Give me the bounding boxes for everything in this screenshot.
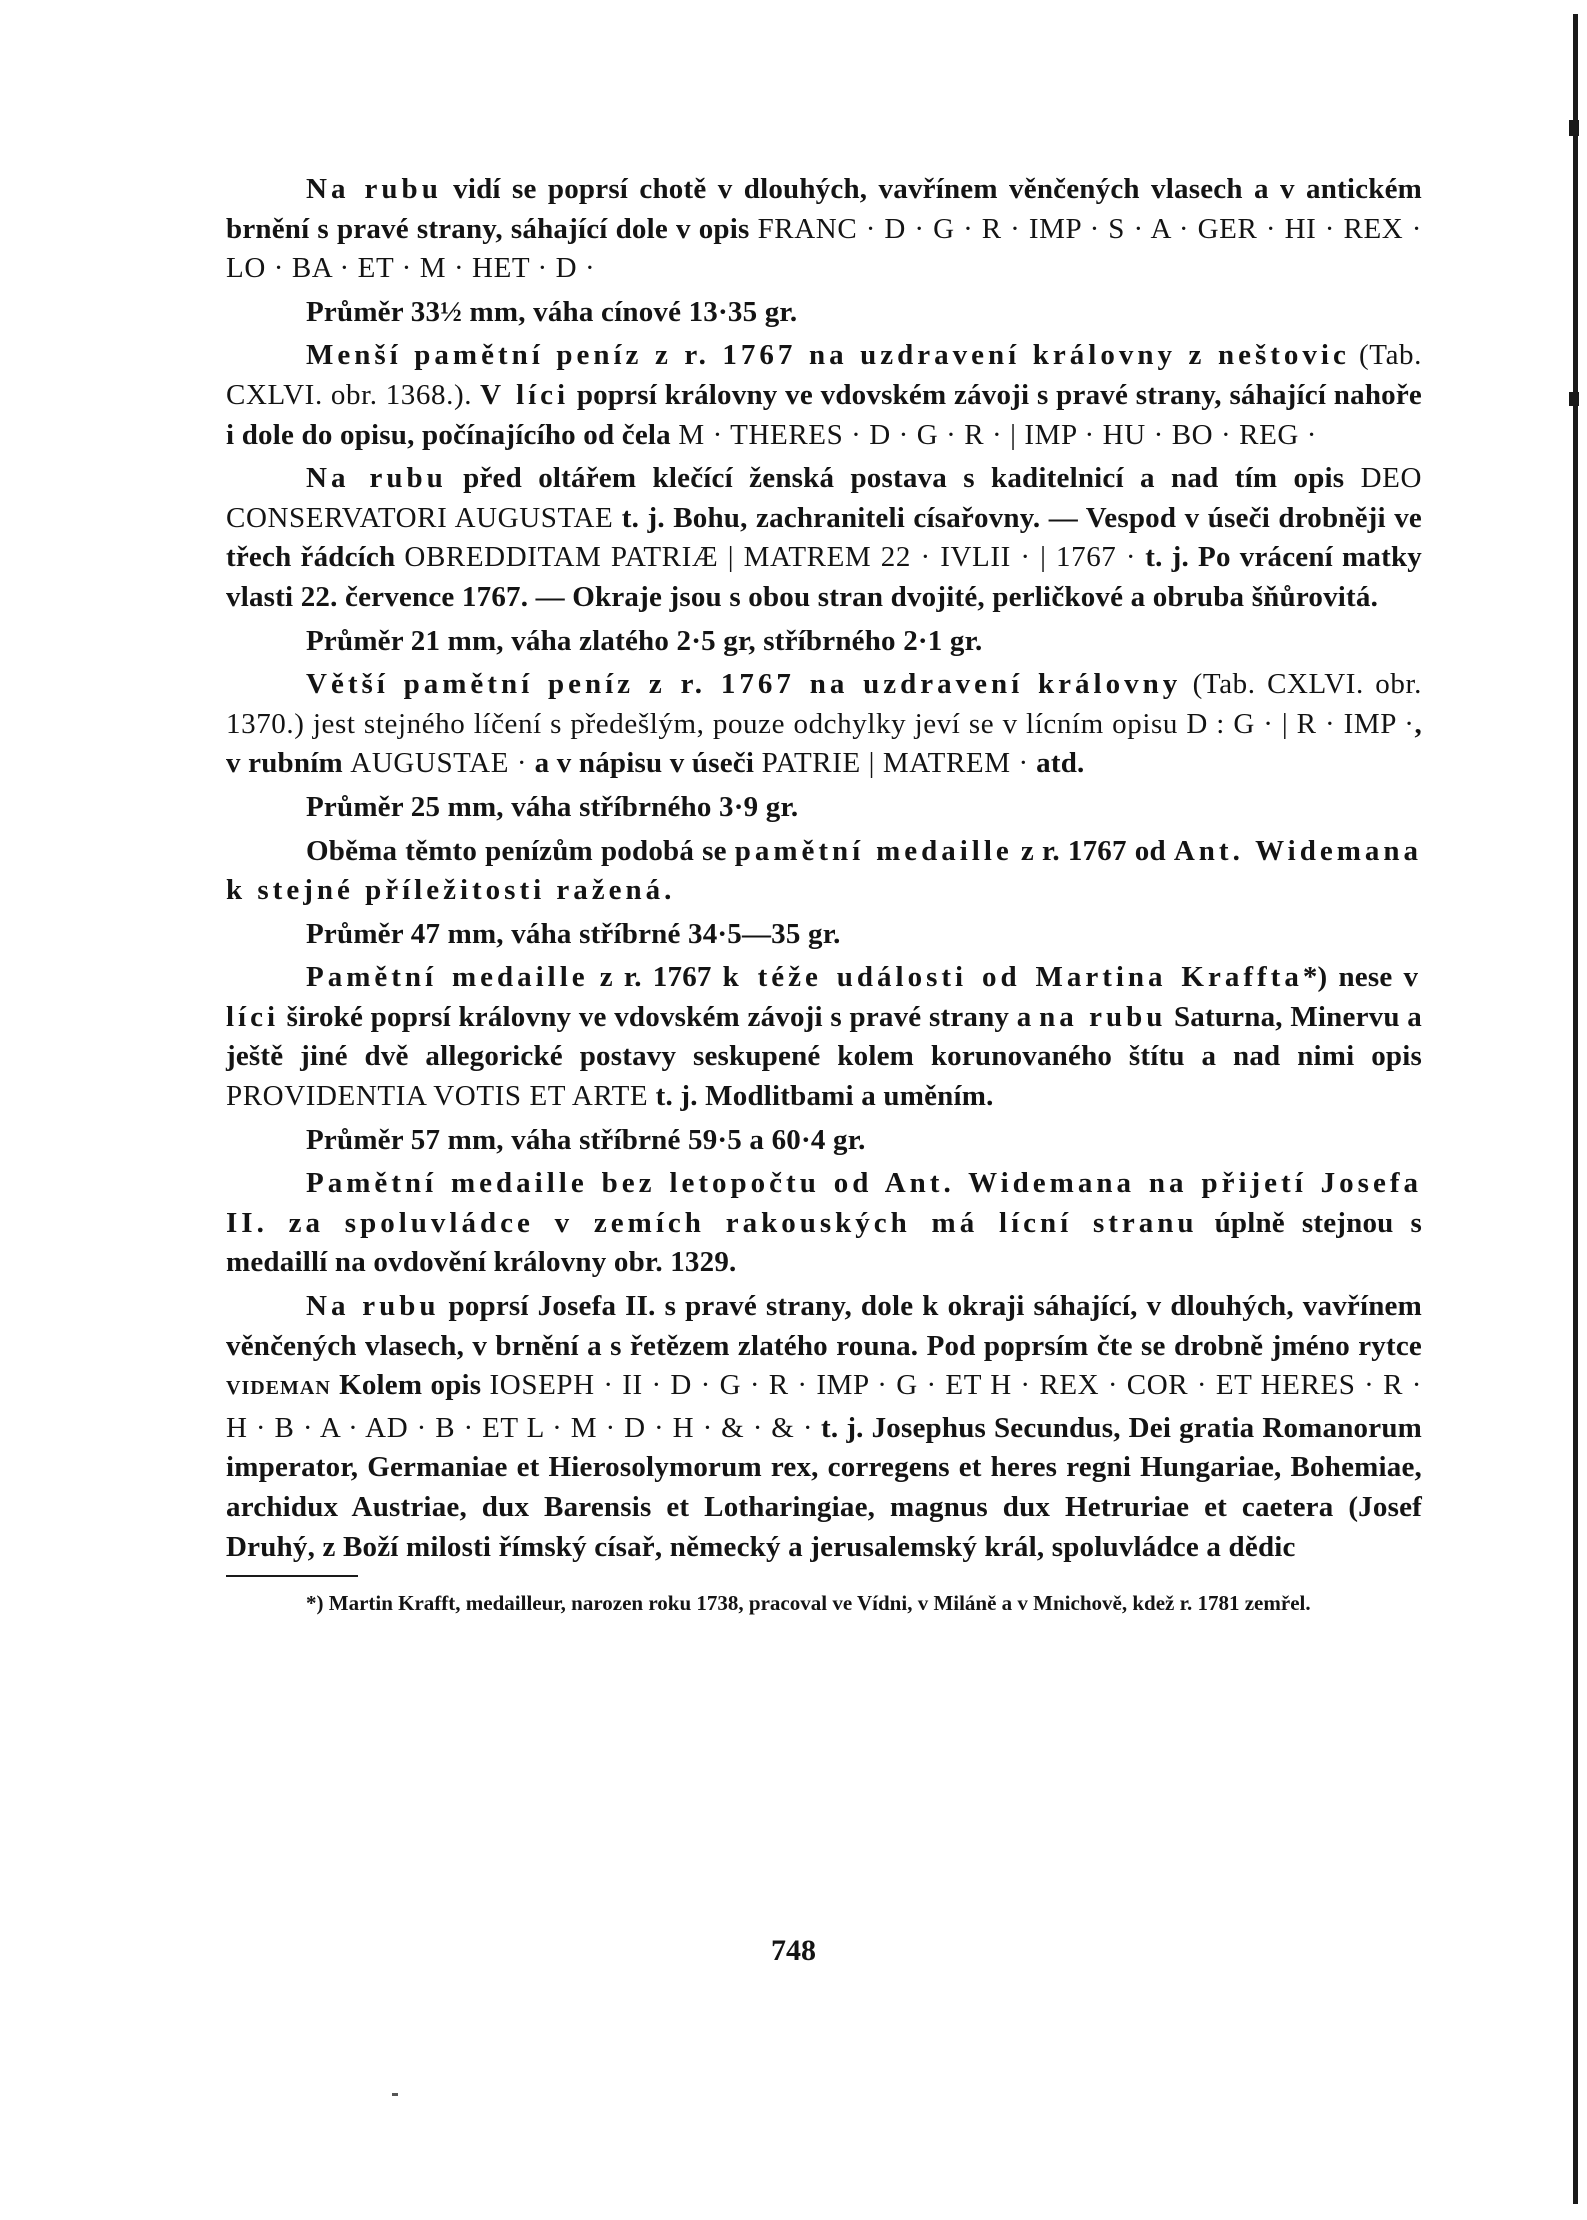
spaced-lead: na rubu [1039, 1000, 1167, 1033]
spaced-lead: Menší pamětní peníz z r. 1767 na uzdravení královny z neštovic [306, 339, 1350, 372]
paragraph-text: úplně stejnou s medaillí na ovdovění královny obr. 1329. [226, 1206, 1423, 1279]
paragraph-text: a v nápisu v úseči [527, 747, 762, 780]
paragraph-text: z r. 1767 [588, 961, 723, 994]
coin-legend: OBREDDITAM PATRIÆ | MATREM 22 · IVLII · | 1767 · [404, 541, 1137, 574]
paragraph-text: (Tab. CXLVI. obr. 1370.) jest stejného líčení s předešlým, pouze odchylky jeví se v lícním opisu [226, 668, 1422, 740]
paragraph [226, 1287, 1422, 1567]
coin-legend: IOSEPH · II · D · G · R · IMP · G · ET H · REX · COR · ET HERES · R · H · B · A · AD · B · ET L · M · D · H · & · & · [226, 1369, 1422, 1444]
spaced-lead: k téže události od Martina Kraffta [722, 961, 1303, 994]
scan-speck [392, 2093, 398, 2096]
paragraph-text: *) nese [1302, 961, 1404, 994]
edge-mark [1569, 392, 1579, 406]
paragraph-text: z r. 1767 od [1012, 834, 1174, 867]
footnote: *) Martin Krafft, medailleur, narozen roku 1738, pracoval ve Vídni, v Miláně a v Mnichově, kdež r. 1781 zemřel. [306, 1591, 1311, 1616]
paragraph-text: poprsí Josefa II. s pravé strany, dole k okraji sáhající, v dlouhých, vavřínem věnčených vlasech, v brnění a s řetězem zlatého rouna. Pod poprsím čte se drobně jméno rytce [226, 1290, 1422, 1362]
measurement-text: Průměr 25 mm, váha stříbrného 3·9 gr. [306, 790, 799, 823]
spaced-lead: Na rubu [306, 173, 442, 205]
paragraph-text: Saturna, Minervu a ještě jiné dvě allegorické postavy seskupené kolem korunovaného štítu a nad nimi opis [226, 1000, 1422, 1073]
spaced-lead: Větší pamětní peníz z r. 1767 na uzdravení královny [306, 668, 1182, 701]
paragraph-text: (Tab. CXLVI. obr. 1368.). [226, 339, 1422, 411]
spaced-lead: Pamětní medaille bez letopočtu od Ant. Widemana na přijetí Josefa II. za spoluvládce v zemích rakouských má lícní stranu [226, 1167, 1422, 1239]
measurement-line [226, 293, 1422, 333]
paragraph-text: t. j. Bohu, zachraniteli císařovny. — Vespod v úseči drobněji ve třech řádcích [226, 501, 1422, 574]
paragraph [226, 958, 1422, 1116]
footnote-rule [226, 1575, 358, 1577]
paragraph [226, 1164, 1422, 1283]
measurement-line [226, 788, 1422, 828]
coin-legend: AUGUSTAE · [350, 747, 528, 780]
spaced-lead: v líci [226, 961, 1422, 1033]
paragraph-text: t. j. Po vrácení matky vlasti 22. července 1767. — Okraje jsou s obou stran dvojité, perličkové a obruba šňůrovitá. [226, 541, 1422, 613]
page-body [226, 170, 1422, 1619]
paragraph-text: široké poprsí královny ve vdovském závoji s pravé strany a [279, 1000, 1040, 1033]
paragraph-text: poprsí královny ve vdovském závoji s pravé strany, sáhající nahoře i dole do opisu, počínajícího od čela [226, 378, 1422, 451]
measurement-line [226, 622, 1422, 662]
measurement-line [226, 915, 1422, 955]
spaced-lead: pamětní medaille [734, 834, 1013, 867]
paragraph-text: Oběma těmto penízům podobá se [306, 834, 735, 867]
paragraph [226, 459, 1422, 617]
coin-legend: D : G · | R · IMP · [1186, 707, 1415, 740]
coin-legend: DEO CONSERVATORI AUGUSTAE [226, 462, 1422, 534]
paragraph [226, 336, 1422, 455]
paragraph [226, 170, 1422, 289]
coin-legend: PROVIDENTIA VOTIS ET ARTE [226, 1080, 649, 1113]
spaced-lead: Na rubu [306, 1290, 440, 1323]
spaced-lead: Ant. Widemana k stejné příležitosti ražená. [226, 834, 1422, 907]
measurement-text: Průměr 21 mm, váha zlatého 2·5 gr, stříbrného 2·1 gr. [306, 624, 983, 657]
coin-legend: FRANC · D · G · R · IMP · S · A · GER · HI · REX · LO · BA · ET · M · HET · D · [226, 212, 1423, 285]
paragraph-text: atd. [1028, 747, 1085, 780]
coin-legend: PATRIE | MATREM · [761, 747, 1029, 780]
page-edge [1567, 0, 1587, 2220]
page-number: 748 [771, 1934, 816, 1967]
paragraph-text: vidí se poprsí chotě v dlouhých, vavřínem věnčených vlasech a v antickém brnění s pravé strany, sáhající dole v opis [226, 173, 1422, 245]
spaced-lead: V líci [480, 378, 570, 411]
engraver-signature: VIDEMAN [226, 1377, 331, 1400]
paragraph-text: t. j. Modlitbami a uměním. [648, 1080, 994, 1113]
page-edge-line [1573, 14, 1578, 2204]
measurement-text: Průměr 47 mm, váha stříbrné 34·5—35 gr. [306, 917, 841, 950]
spaced-lead: Pamětní medaille [306, 961, 589, 994]
paragraph-text: před oltářem klečící ženská postava s kaditelnicí a nad tím opis [446, 462, 1361, 495]
measurement-text: Průměr 33½ mm, váha cínové 13·35 gr. [306, 295, 798, 328]
edge-mark [1569, 120, 1579, 136]
measurement-line [226, 1121, 1422, 1161]
paragraph-text: t. j. Josephus Secundus, Dei gratia Romanorum imperator, Germaniae et Hierosolymorum rex, corregens et heres regni Hungariae, Bohemiae, archidux Austriae, dux Barensis et Lotharingiae, magnus dux Hetruriae et caetera (Josef Druhý, z Boží milosti římský císař, německý a jerusalemský král, spoluvládce a dědic [226, 1411, 1423, 1563]
paragraph-text: , v rubním [226, 707, 1422, 780]
spaced-lead: Na rubu [306, 462, 447, 495]
paragraph [226, 832, 1422, 911]
coin-legend: M · THERES · D · G · R · | IMP · HU · BO · REG · [678, 418, 1318, 451]
paragraph-text: Kolem opis [330, 1369, 490, 1402]
paragraph [226, 665, 1422, 784]
measurement-text: Průměr 57 mm, váha stříbrné 59·5 a 60·4 gr. [306, 1123, 866, 1156]
